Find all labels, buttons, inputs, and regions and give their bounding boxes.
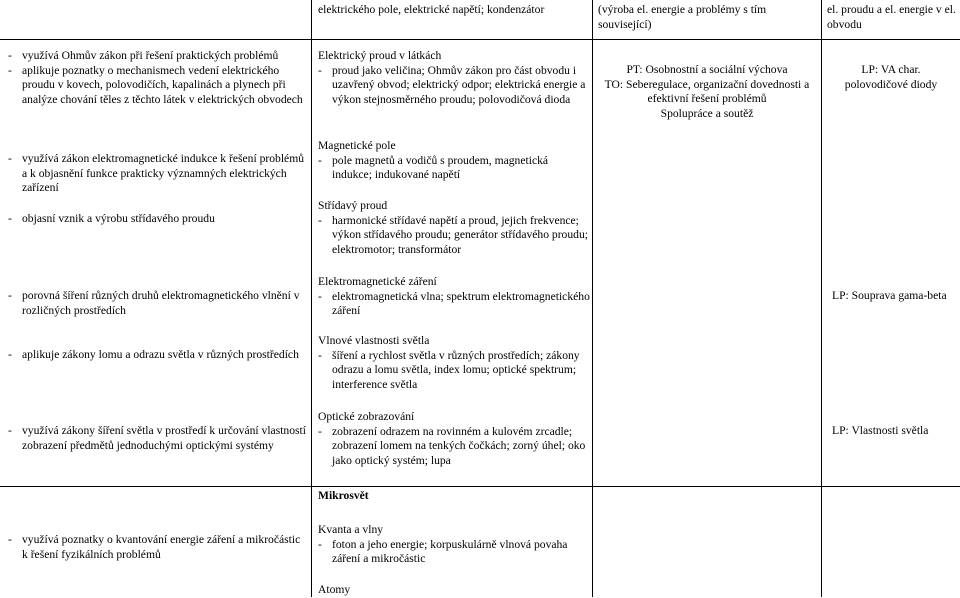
topic-title: Kvanta a vlny bbox=[318, 523, 384, 536]
topic-block: Střídavý proud - harmonické střídavé napětí a proud, jejich frekvence; výkon střídavého proudu; generátor střídavého proudu; elektromotor; transformátor bbox=[318, 199, 590, 257]
topic-title: Vlnové vlastnosti světla bbox=[318, 334, 430, 347]
topic-text: pole magnetů a vodičů s proudem, magnetická indukce; indukované napětí bbox=[332, 153, 549, 182]
outcome-list-item: - využívá zákony šíření světla v prostředí k určování vlastností zobrazení předmětů jednoduchými optickými systémy bbox=[8, 424, 306, 452]
topic-text: proud jako veličina; Ohmův zákon pro část obvodu i uzavřený obvod; elektrický odpor; elektrická energie a výkon stejnosměrného proudu; polovodičová dioda bbox=[332, 63, 586, 106]
header-topic-cell: elektrického pole, elektrické napětí; kondenzátor bbox=[318, 3, 545, 16]
notes-block: LP: Vlastnosti světla bbox=[832, 424, 929, 437]
topic-block: Magnetické pole - pole magnetů a vodičů s proudem, magnetická indukce; indukované napětí bbox=[318, 139, 590, 183]
outcome-list-item: - využívá Ohmův zákon při řešení praktických problémů - aplikuje poznatky o mechanismech vedení elektrického proudu v kovech, polovodičích, kapalinách a plynech při analýze chování těles z těchto látek v elektrických obvodech bbox=[8, 49, 303, 106]
column-divider bbox=[821, 0, 822, 597]
outcome-list-item: - aplikuje zákony lomu a odrazu světla v různých prostředích bbox=[8, 348, 299, 361]
section-heading: Mikrosvět bbox=[318, 489, 369, 502]
outcome-list-item: - objasní vznik a výrobu střídavého proudu bbox=[8, 212, 215, 225]
topic-title: Magnetické pole bbox=[318, 139, 396, 152]
header-crosscut-cell: (výroba el. energie a problémy s tím související) bbox=[598, 3, 767, 31]
topic-text: elektromagnetická vlna; spektrum elektromagnetického záření bbox=[332, 289, 590, 318]
row-divider bbox=[0, 39, 960, 40]
outcome-list-item: - využívá poznatky o kvantování energie záření a mikročástic k řešení fyzikálních problémů bbox=[8, 533, 301, 561]
topic-text: šíření a rychlost světla v různých prostředích; zákony odrazu a lomu světla, index lomu; optické spektrum; interference světla bbox=[332, 348, 580, 391]
notes-block: LP: Souprava gama-beta bbox=[832, 289, 947, 302]
topic-text: foton a jeho energie; korpuskulárně vlnová povaha záření a mikročástic bbox=[332, 537, 568, 566]
topic-text: zobrazení odrazem na rovinném a kulovém zrcadle; zobrazení lomem na tenkých čočkách; zorný úhel; oko jako optický systém; lupa bbox=[332, 424, 586, 467]
column-divider bbox=[311, 0, 312, 597]
row-divider bbox=[0, 486, 960, 487]
topic-title: Elektrický proud v látkách bbox=[318, 49, 442, 62]
outcome-list-item: - využívá zákon elektromagnetické indukce k řešení problémů a k objasnění funkce prakticky významných elektrických zařízení bbox=[8, 152, 305, 195]
topic-block: Kvanta a vlny - foton a jeho energie; korpuskulárně vlnová povaha záření a mikročástic bbox=[318, 523, 590, 567]
column-divider bbox=[592, 0, 593, 597]
topic-block: Optické zobrazování - zobrazení odrazem na rovinném a kulovém zrcadle; zobrazení lomem na tenkých čočkách; zorný úhel; oko jako optický systém; lupa bbox=[318, 410, 590, 468]
notes-block: LP: VA char. polovodičové diody bbox=[844, 63, 938, 91]
topic-block: Vlnové vlastnosti světla - šíření a rychlost světla v různých prostředích; zákony odrazu a lomu světla, index lomu; optické spektrum; interference světla bbox=[318, 334, 590, 392]
topic-title: Střídavý proud bbox=[318, 199, 388, 212]
topic-text: harmonické střídavé napětí a proud, jejich frekvence; výkon střídavého proudu; generátor střídavého proudu; elektromotor; transformátor bbox=[332, 213, 588, 256]
outcome-list-item: - porovná šíření různých druhů elektromagnetického vlnění v rozličných prostředích bbox=[8, 289, 300, 317]
topic-block: Elektrický proud v látkách - proud jako veličina; Ohmův zákon pro část obvodu i uzavřený obvod; elektrický odpor; elektrická energie a výkon stejnosměrného proudu; polovodičová dioda bbox=[318, 49, 590, 107]
crosscut-block: PT: Osobnostní a sociální výchova TO: Seberegulace, organizační dovednosti a efektivní řešení problémů Spolupráce a soutěž bbox=[604, 63, 810, 120]
topic-title: Atomy bbox=[318, 583, 351, 596]
header-notes-cell: el. proudu a el. energie v el. obvodu bbox=[827, 3, 956, 31]
topic-title: Elektromagnetické záření bbox=[318, 275, 437, 288]
topic-title: Optické zobrazování bbox=[318, 410, 415, 423]
topic-block: Elektromagnetické záření - elektromagnetická vlna; spektrum elektromagnetického záření bbox=[318, 275, 590, 318]
